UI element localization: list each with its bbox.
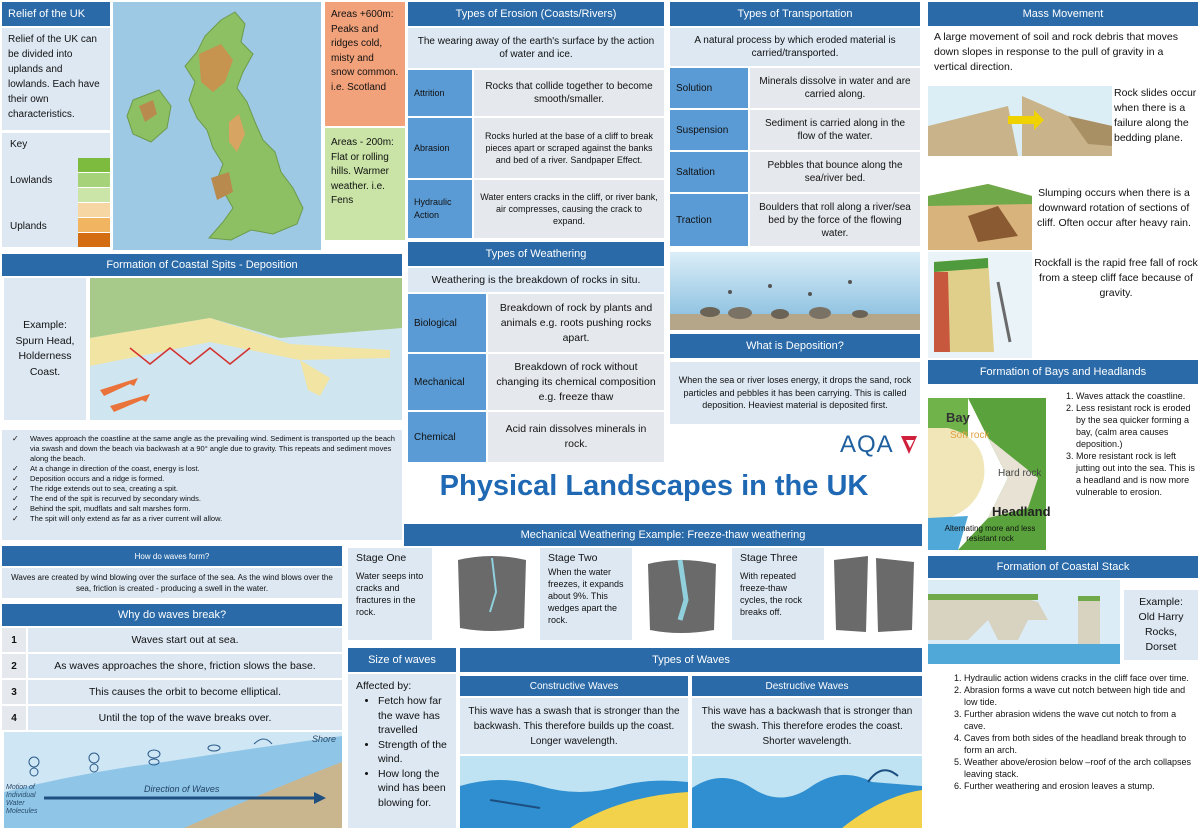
deposition-header: What is Deposition? — [670, 334, 920, 358]
headland-label: Headland — [992, 504, 1051, 519]
weathering-desc-chemical: Acid rain dissolves minerals in rock. — [488, 412, 664, 462]
aqa-logo — [840, 430, 920, 460]
spit-step: ✓ Deposition occurs and a ridge is formed. — [30, 474, 398, 484]
bay-step: 2. Less resistant rock is eroded by the sea quicker forming a bay, (calm area causes deposition.) — [1076, 402, 1198, 450]
wave-size-intro: Affected by: — [356, 680, 412, 692]
rockfall-text: Rockfall is the rapid free fall of rock from a steep cliff face because of gravity. — [1034, 257, 1198, 299]
stage-two-rock — [644, 556, 720, 636]
aqa-logo-mark-icon — [897, 434, 919, 456]
direction-label: Direction of Waves — [144, 784, 220, 794]
spit-step: ✓ At a change in direction of the coast, energy is lost. — [30, 464, 398, 474]
page-title: Physical Landscapes in the UK — [439, 469, 869, 502]
rockfall-diagram — [928, 252, 1032, 358]
constructive-title: Constructive Waves — [460, 676, 688, 696]
spit-step: ✓ The spit will only extend as far as a river current will allow. — [30, 514, 398, 524]
transport-term-saltation: Saltation — [670, 152, 748, 192]
stage-three-title: Stage Three — [740, 552, 798, 564]
uplands-label: Uplands — [10, 221, 47, 232]
weathering-definition: Weathering is the breakdown of rocks in situ. — [408, 268, 664, 292]
shore-label: Shore — [311, 734, 336, 744]
wave-size-item: • Strength of the wind. — [378, 738, 448, 767]
bay-step: 1. Waves attack the coastline. — [1076, 390, 1198, 402]
waves-break-step-2: As waves approaches the shore, friction slows the base. — [28, 654, 342, 678]
lowlands-label: Lowlands — [10, 175, 53, 186]
slumping-diagram — [928, 176, 1032, 250]
stage-two-text: When the water freezes, it expands about 9%. This wedges apart the rock. — [548, 567, 624, 625]
erosion-header: Types of Erosion (Coasts/Rivers) — [408, 2, 664, 26]
alternating-rock-label: Alternating more and less resistant rock — [944, 524, 1036, 543]
bay-label: Bay — [946, 410, 970, 425]
transport-desc-solution: Minerals dissolve in water and are carried along. — [750, 68, 920, 108]
wave-size-panel — [348, 674, 456, 828]
waves-break-step-3: This causes the orbit to become elliptical. — [28, 680, 342, 704]
erosion-definition: The wearing away of the earth's surface by the action of water and ice. — [408, 28, 664, 68]
waves-break-header: Why do waves break? — [2, 604, 342, 626]
bays-header: Formation of Bays and Headlands — [928, 360, 1198, 384]
spits-example: Example: Spurn Head, Holderness Coast. — [4, 278, 86, 420]
bay-step: 3. More resistant rock is left jutting out into the sea. This is a headland and is now more vulnerable to erosion. — [1076, 450, 1198, 498]
erosion-desc-hydraulic: Water enters cracks in the cliff, or river bank, air compresses, causing the crack to expand. — [474, 180, 664, 238]
key-swatches — [78, 158, 110, 246]
stage-two-title: Stage Two — [548, 552, 598, 564]
relief-text: Relief of the UK can be divided into uplands and lowlands. Each have their own characteristics. — [2, 28, 110, 130]
key-label: Key — [10, 139, 28, 150]
motion-label: Motion of Individual Water Molecules — [6, 784, 38, 815]
waves-break-num-4: 4 — [2, 706, 26, 730]
stage-two-panel — [540, 548, 632, 640]
rockslide-diagram — [928, 86, 1112, 156]
stack-step: 1. Hydraulic action widens cracks in the cliff face over time. — [964, 672, 1198, 684]
stack-step: 6. Further weathering and erosion leaves a stump. — [964, 780, 1198, 792]
stage-one-title: Stage One — [356, 552, 407, 564]
upland-swatch-2 — [78, 218, 110, 233]
waves-break-num-1: 1 — [2, 628, 26, 652]
transport-diagram — [670, 252, 920, 330]
transport-definition: A natural process by which eroded material is carried/transported. — [670, 28, 920, 66]
waves-break-diagram — [4, 732, 342, 828]
bays-steps-list — [1048, 390, 1198, 498]
transport-desc-saltation: Pebbles that bounce along the sea/river bed. — [750, 152, 920, 192]
lowland-swatch-3 — [78, 188, 110, 203]
aqa-logo-text: AQA — [840, 431, 894, 458]
upland-info-box: Areas +600m: Peaks and ridges cold, misty and snow common. i.e. Scotland — [325, 2, 405, 126]
spit-step: ✓ Waves approach the coastline at the same angle as the prevailing wind. Sediment is transported up the beach via swash and down the beach via backwash at a 90° angle due to gravity. This repeats and sediment moves along the beach. — [30, 434, 398, 464]
weathering-desc-biological: Breakdown of rock by plants and animals e.g. roots pushing rocks apart. — [488, 294, 664, 352]
slumping-text: Slumping occurs when there is a downward rotation of sections of cliff. Often occur after heavy rain. — [1037, 187, 1191, 229]
constructive-text: This wave has a swash that is stronger than the backwash. This therefore builds up the coast. Longer wavelength. — [460, 698, 688, 754]
stack-step: 4. Caves from both sides of the headland break through to form an arch. — [964, 732, 1198, 756]
erosion-desc-attrition: Rocks that collide together to become smooth/smaller. — [474, 70, 664, 116]
erosion-term-attrition: Attrition — [408, 70, 472, 116]
spits-header: Formation of Coastal Spits - Deposition — [2, 254, 402, 276]
transport-term-solution: Solution — [670, 68, 748, 108]
wave-size-list — [356, 694, 448, 810]
stack-step: 2. Abrasion forms a wave cut notch between high tide and low tide. — [964, 684, 1198, 708]
rockslide-text: Rock slides occur when there is a failure along the bedding plane. — [1114, 87, 1197, 144]
stage-one-panel — [348, 548, 432, 640]
destructive-text: This wave has a backwash that is stronger than the swash. This therefore erodes the coast. Shorter wavelength. — [692, 698, 922, 754]
bays-diagram — [928, 398, 1051, 550]
weathering-desc-mechanical: Breakdown of rock without changing its chemical composition e.g. freeze thaw — [488, 354, 664, 410]
lowland-swatch-1 — [78, 158, 110, 173]
wave-size-item: • How long the wind has been blowing for. — [378, 767, 448, 811]
stage-three-rock — [830, 552, 918, 636]
weathering-term-mechanical: Mechanical — [408, 354, 486, 410]
soft-rock-label: Soft rock — [950, 430, 990, 441]
waves-form-header: How do waves form? — [2, 546, 342, 566]
stack-diagram — [928, 580, 1120, 664]
stage-three-panel — [732, 548, 824, 640]
mass-definition: A large movement of soil and rock debris that moves down slopes in response to the pull of gravity in a vertical direction. — [934, 31, 1178, 73]
stack-step: 5. Weather above/erosion below –roof of the arch collapses leaving stack. — [964, 756, 1198, 780]
stage-one-rock — [452, 552, 532, 634]
transport-desc-suspension: Sediment is carried along in the flow of the water. — [750, 110, 920, 150]
spits-steps-panel — [2, 430, 402, 540]
spit-step: ✓ Behind the spit, mudflats and salt marshes form. — [30, 504, 398, 514]
stack-steps-list — [928, 672, 1198, 792]
relief-header: Relief of the UK — [2, 2, 110, 26]
mass-header: Mass Movement — [928, 2, 1198, 26]
erosion-term-hydraulic: Hydraulic Action — [408, 180, 472, 238]
spits-steps-list — [6, 434, 398, 524]
deposition-text: When the sea or river loses energy, it drops the sand, rock particles and pebbles it has been carrying. This is called deposition. Heaviest material is deposited first. — [670, 362, 920, 424]
stack-steps-panel — [928, 672, 1198, 828]
constructive-diagram — [460, 756, 688, 828]
lowland-swatch-2 — [78, 173, 110, 188]
wave-size-item: • Fetch how far the wave has travelled — [378, 694, 448, 738]
waves-form-text: Waves are created by wind blowing over the surface of the sea. As the wind blows over the sea, friction is created - producing a swell in the water. — [2, 568, 342, 598]
weathering-term-chemical: Chemical — [408, 412, 486, 462]
stack-example: Example: Old Harry Rocks, Dorset — [1124, 590, 1198, 660]
destructive-title: Destructive Waves — [692, 676, 922, 696]
bays-steps-panel — [1048, 390, 1198, 550]
upland-swatch-1 — [78, 203, 110, 218]
stack-header: Formation of Coastal Stack — [928, 556, 1198, 578]
transport-desc-traction: Boulders that roll along a river/sea bed by the force of the flowing water. — [750, 194, 920, 246]
weathering-term-biological: Biological — [408, 294, 486, 352]
stack-step: 3. Further abrasion widens the wave cut notch to from a cave. — [964, 708, 1198, 732]
hard-rock-label: Hard rock — [998, 468, 1042, 479]
erosion-desc-abrasion: Rocks hurled at the base of a cliff to break pieces apart or scraped against the banks and bed of a river. Sandpaper Effect. — [474, 118, 664, 178]
spit-diagram — [90, 278, 402, 420]
weathering-header: Types of Weathering — [408, 242, 664, 266]
stage-one-text: Water seeps into cracks and fractures in the rock. — [356, 571, 424, 617]
transport-term-traction: Traction — [670, 194, 748, 246]
wave-types-header: Types of Waves — [460, 648, 922, 672]
erosion-term-abrasion: Abrasion — [408, 118, 472, 178]
transport-header: Types of Transportation — [670, 2, 920, 26]
upland-swatch-3 — [78, 233, 110, 247]
waves-break-step-4: Until the top of the wave breaks over. — [28, 706, 342, 730]
destructive-diagram — [692, 756, 922, 828]
waves-break-step-1: Waves start out at sea. — [28, 628, 342, 652]
wave-size-header: Size of waves — [348, 648, 456, 672]
lowland-info-box: Areas - 200m: Flat or rolling hills. Warmer weather. i.e. Fens — [325, 128, 405, 240]
stage-three-text: With repeated freeze-thaw cycles, the rock breaks off. — [740, 571, 803, 617]
spit-step: ✓ The end of the spit is recurved by secondary winds. — [30, 494, 398, 504]
waves-break-num-3: 3 — [2, 680, 26, 704]
transport-term-suspension: Suspension — [670, 110, 748, 150]
freeze-thaw-header: Mechanical Weathering Example: Freeze-thaw weathering — [404, 524, 922, 546]
uk-relief-map — [113, 2, 321, 250]
waves-break-num-2: 2 — [2, 654, 26, 678]
spit-step: ✓ The ridge extends out to sea, creating a spit. — [30, 484, 398, 494]
